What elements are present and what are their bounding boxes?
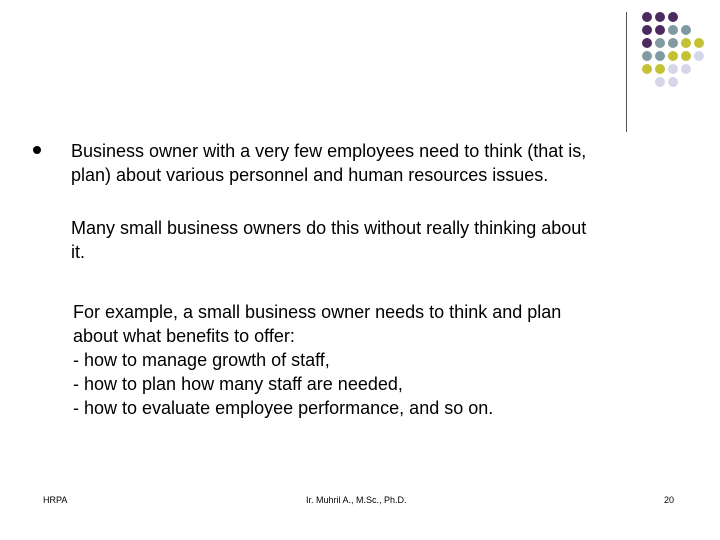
- page-number: 20: [664, 495, 675, 505]
- decorative-dot: [668, 51, 678, 61]
- decorative-dot: [642, 12, 652, 22]
- paragraph-small-owners: Many small business owners do this without really thinking about it.: [71, 218, 587, 262]
- footer-author: Ir. Muhril A., M.Sc., Ph.D.: [306, 495, 407, 505]
- decorative-dot: [642, 64, 652, 74]
- paragraph-intro: Business owner with a very few employees need to think (that is, plan) about various personnel and human resources issues.: [71, 141, 587, 185]
- decorative-dot: [642, 51, 652, 61]
- decorative-dot: [668, 77, 678, 87]
- decorative-dot: [681, 64, 691, 74]
- decorative-dot: [694, 38, 704, 48]
- decorative-dot: [655, 77, 665, 87]
- decorative-dot: [668, 25, 678, 35]
- decorative-dot: [668, 12, 678, 22]
- footer-left-label: HRPA: [43, 495, 68, 505]
- decorative-dot: [694, 51, 704, 61]
- bullet-icon: [33, 146, 41, 154]
- decorative-dot-grid: [640, 12, 720, 122]
- decorative-dot: [655, 25, 665, 35]
- decorative-dot: [642, 38, 652, 48]
- decorative-dot: [681, 25, 691, 35]
- decorative-dot: [642, 25, 652, 35]
- decorative-dot: [681, 51, 691, 61]
- decorative-dot: [655, 38, 665, 48]
- decorative-divider-line: [626, 12, 627, 132]
- paragraph-example: For example, a small business owner needs to think and plan about what benefits to offer: - how to manage growth of staff, - how to plan how many staff are needed, - how to evaluate employee performance, and so on.: [73, 302, 562, 418]
- decorative-dot: [668, 64, 678, 74]
- decorative-dot: [655, 51, 665, 61]
- decorative-dot: [681, 38, 691, 48]
- decorative-dot: [655, 12, 665, 22]
- decorative-dot: [668, 38, 678, 48]
- decorative-dot: [655, 64, 665, 74]
